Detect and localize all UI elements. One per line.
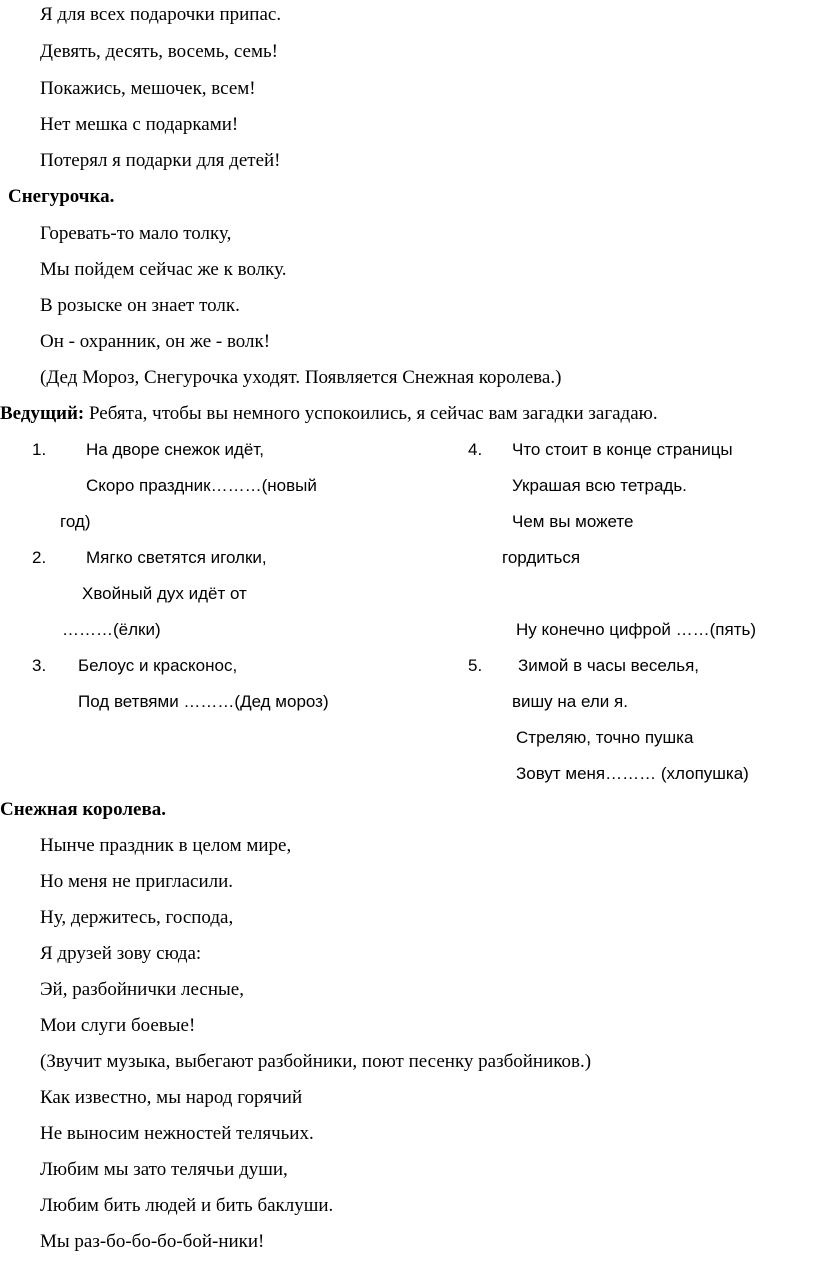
riddle-number: 2.	[32, 548, 47, 567]
speaker-vedushiy: Ведущий:	[0, 403, 85, 424]
riddle-line: Зовут меня……… (хлопушка)	[516, 764, 749, 783]
verse-line: Ну, держитесь, господа,	[40, 907, 234, 928]
riddle-line: Что стоит в конце страницы	[512, 440, 733, 459]
stage-direction: (Дед Мороз, Снегурочка уходят. Появляется Снежная королева.)	[40, 367, 562, 388]
riddle-line: Чем вы можете	[512, 512, 634, 531]
verse-line: Как известно, мы народ горячий	[40, 1087, 303, 1108]
riddle-number: 1.	[32, 440, 47, 459]
riddle-line: Мягко светятся иголки,	[86, 548, 267, 567]
riddle-number: 3.	[32, 656, 47, 675]
verse-line: Девять, десять, восемь, семь!	[40, 41, 278, 62]
riddle-line: гордиться	[502, 548, 581, 567]
stage-direction: (Звучит музыка, выбегают разбойники, поют песенку разбойников.)	[40, 1051, 592, 1072]
riddle-line: На дворе снежок идёт,	[86, 440, 264, 459]
verse-line: Не выносим нежностей телячьих.	[40, 1123, 314, 1144]
verse-line: Мы пойдем сейчас же к волку.	[40, 259, 287, 280]
verse-line: Нет мешка с подарками!	[40, 114, 239, 135]
verse-line: Но меня не пригласили.	[40, 871, 234, 892]
riddle-line: Под ветвями ………(Дед мороз)	[78, 692, 329, 711]
host-line	[0, 403, 658, 425]
verse-line: Эй, разбойнички лесные,	[40, 979, 244, 1000]
verse-line: Я для всех подарочки припас.	[40, 4, 282, 25]
verse-line: Мои слуги боевые!	[40, 1015, 196, 1036]
riddle-line: Стреляю, точно пушка	[516, 728, 694, 747]
verse-line: Он - охранник, он же - волк!	[40, 331, 271, 352]
verse-line: В розыске он знает толк.	[40, 295, 240, 316]
riddle-number: 4.	[468, 440, 483, 459]
verse-line: Любим бить людей и бить баклуши.	[40, 1195, 334, 1216]
verse-line: Любим мы зато телячьи души,	[40, 1159, 288, 1180]
verse-line: Нынче праздник в целом мире,	[40, 835, 292, 856]
riddle-line: Скоро праздник………(новый	[86, 476, 317, 495]
riddle-line: вишу на ели я.	[512, 692, 628, 711]
host-text: Ребята, чтобы вы немного успокоились, я сейчас вам загадки загадаю.	[88, 403, 658, 424]
riddle-line: Белоус и красконос,	[78, 656, 238, 675]
verse-line: Горевать-то мало толку,	[40, 223, 232, 244]
riddle-line: Ну конечно цифрой ……(пять)	[516, 620, 757, 639]
verse-line: Покажись, мешочек, всем!	[40, 78, 256, 99]
riddle-line: Хвойный дух идёт от	[82, 584, 247, 603]
verse-line: Потерял я подарки для детей!	[40, 150, 281, 171]
speaker-snegurochka: Снегурочка.	[8, 186, 115, 207]
speaker-koroleva: Снежная королева.	[0, 799, 166, 820]
riddle-line: Украшая всю тетрадь.	[512, 476, 687, 495]
verse-line: Мы раз-бо-бо-бо-бой-ники!	[40, 1231, 265, 1252]
riddle-line: Зимой в часы веселья,	[518, 656, 700, 675]
verse-line: Я друзей зову сюда:	[40, 943, 202, 964]
riddle-number: 5.	[468, 656, 483, 675]
riddle-line: ………(ёлки)	[62, 620, 161, 639]
riddle-line: год)	[60, 512, 91, 531]
